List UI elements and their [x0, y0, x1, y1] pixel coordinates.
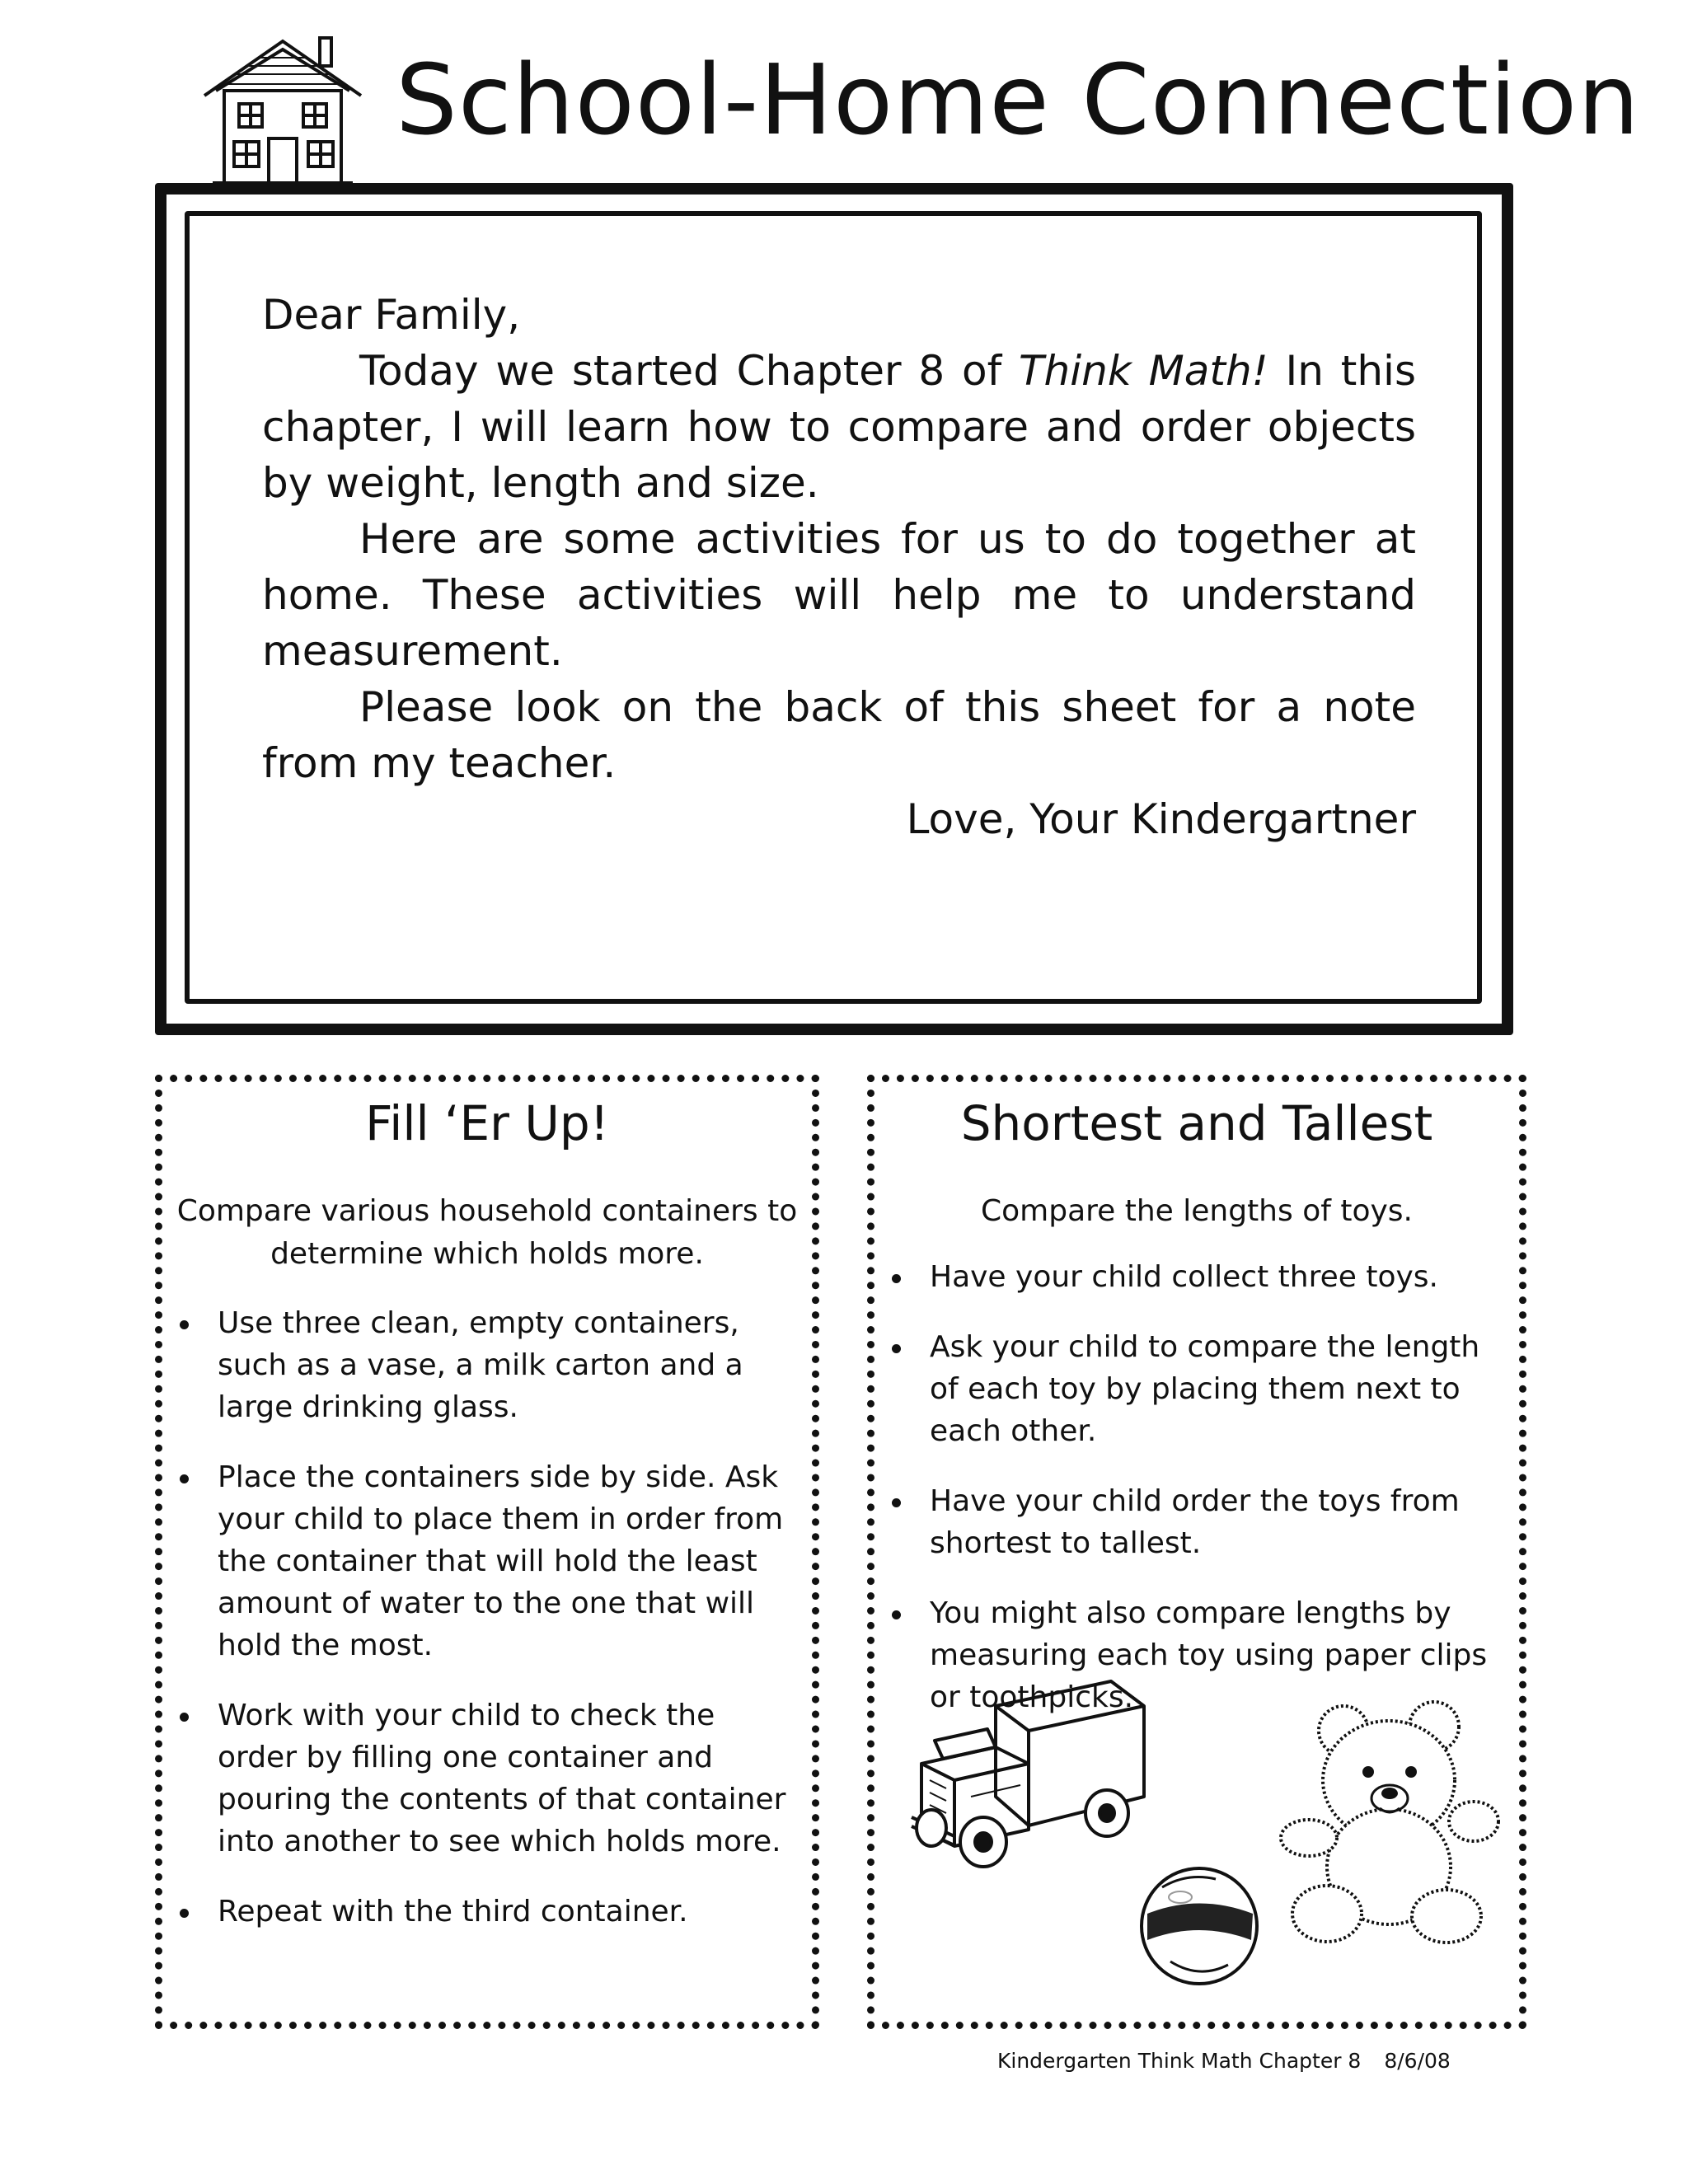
schoolhouse-icon: [196, 31, 369, 188]
letter-greeting: Dear Family,: [262, 291, 521, 339]
list-item-text: Place the containers side by side. Ask your child to place them in order from the container that will hold the least amount of water to the one that will hold the most.: [218, 1460, 784, 1662]
letter-paragraph-1-start: Today we started Chapter 8 of: [359, 347, 1019, 395]
list-item-text: Ask your child to compare the length of each toy by placing them next to each other.: [930, 1330, 1480, 1448]
shortest-tallest-intro: Compare the lengths of toys.: [980, 1194, 1413, 1228]
list-item: [875, 1256, 1510, 1298]
list-item: [875, 1480, 1510, 1564]
letter-signature: Love, Your Kindergartner: [906, 795, 1416, 843]
bullet-icon: [892, 1610, 901, 1619]
book-title: Think Math!: [1019, 347, 1268, 395]
bullet-icon: [892, 1274, 901, 1283]
list-item-text: Work with your child to check the order by filling one container and pouring the contents of that container into another to see which holds more.: [218, 1699, 786, 1858]
bullet-icon: [180, 1909, 189, 1918]
fill-er-up-list: [163, 1302, 799, 1961]
bullet-icon: [180, 1474, 189, 1483]
letter-paragraph-1-end: In this chapter, I will learn how to compare and order objects by weight, length and size.: [262, 347, 1416, 507]
fill-er-up-title: Fill ‘Er Up!: [365, 1095, 609, 1151]
list-item: [163, 1456, 799, 1666]
bullet-icon: [892, 1498, 901, 1507]
footer-label: Kindergarten Think Math Chapter 8: [997, 2049, 1362, 2073]
list-item: [875, 1326, 1510, 1452]
list-item: [163, 1302, 799, 1428]
page-footer: [997, 2049, 1451, 2073]
list-item: [163, 1891, 799, 1933]
list-item-text: Have your child order the toys from shortest to tallest.: [930, 1484, 1460, 1560]
bullet-icon: [180, 1713, 189, 1722]
shortest-tallest-title: Shortest and Tallest: [960, 1095, 1433, 1151]
letter-paragraph-1: [262, 343, 1416, 511]
ball-icon: [1137, 1864, 1261, 1988]
teddy-bear-icon: [1278, 1698, 1500, 1945]
footer-date: 8/6/08: [1384, 2049, 1451, 2073]
letter-paragraph-3: Please look on the back of this sheet for a note from my teacher.: [262, 683, 1416, 787]
list-item: [163, 1694, 799, 1863]
bullet-icon: [892, 1344, 901, 1353]
fill-er-up-intro: Compare various household containers to determine which holds more.: [176, 1194, 798, 1271]
bullet-icon: [180, 1320, 189, 1329]
page-title: School-Home Connection: [396, 43, 1640, 157]
toy-truck-icon: [905, 1673, 1152, 1871]
list-item-text: Repeat with the third container.: [218, 1895, 688, 1929]
letter-paragraph-2: Here are some activities for us to do together at home. These activities will help me to understand measurement.: [262, 515, 1416, 675]
family-letter: [262, 287, 1416, 847]
list-item-text: Use three clean, empty containers, such as a vase, a milk carton and a large drinking glass.: [218, 1306, 743, 1424]
list-item-text: Have your child collect three toys.: [930, 1260, 1438, 1294]
list-item-text: You might also compare lengths by measuring each toy using paper clips or toothpicks.: [930, 1596, 1488, 1714]
